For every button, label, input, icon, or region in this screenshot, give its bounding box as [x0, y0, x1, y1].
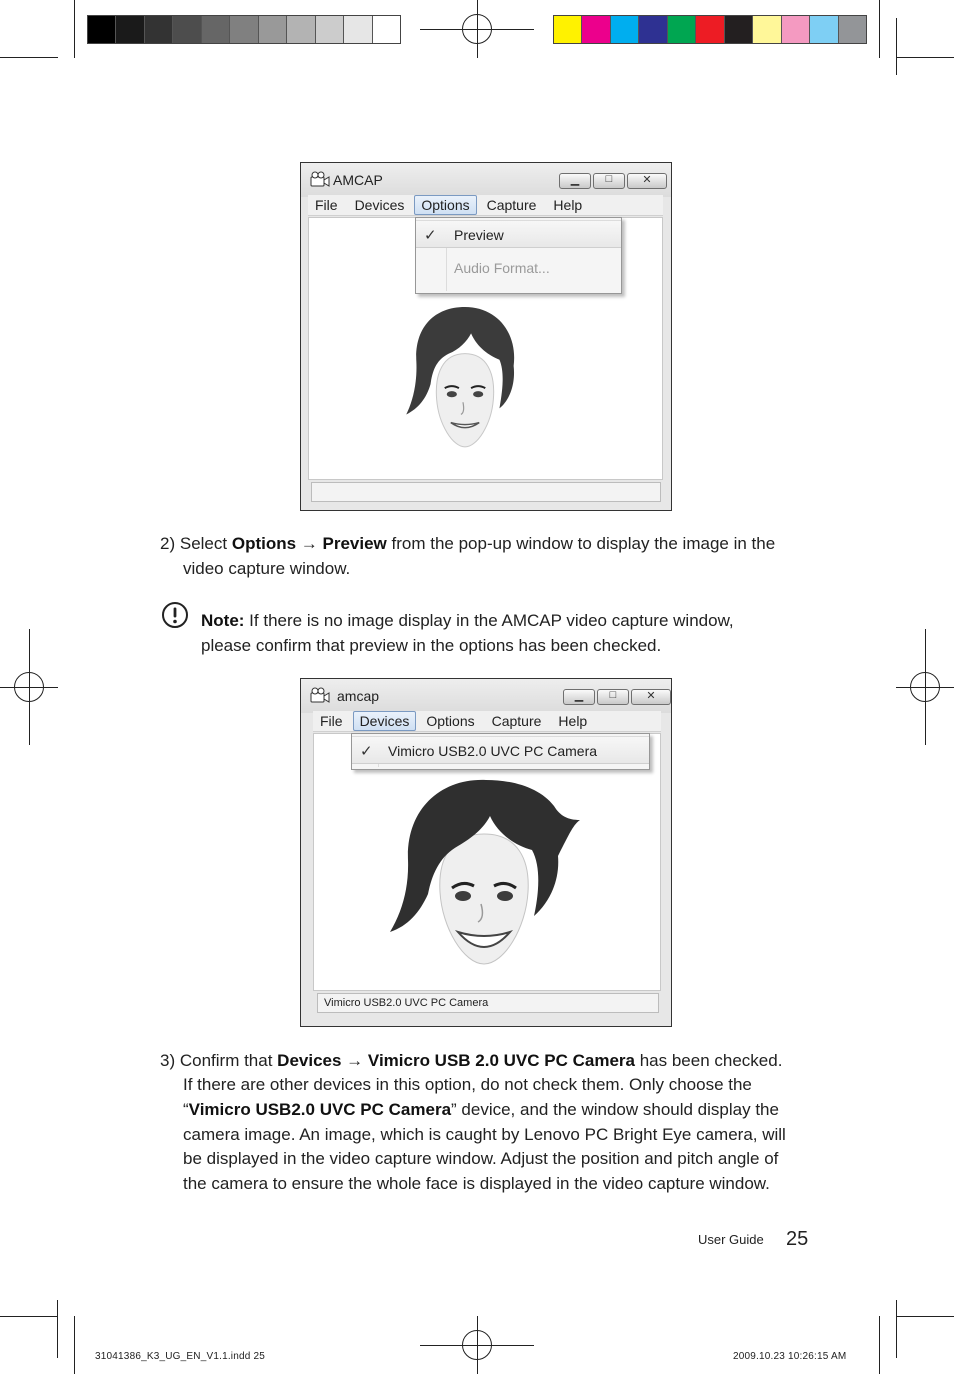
status-bar: Vimicro USB2.0 UVC PC Camera — [317, 993, 659, 1013]
step-text: Confirm that — [175, 1051, 278, 1070]
color-swatch — [753, 16, 781, 43]
amcap-screenshot-devices — [300, 678, 672, 1027]
menu-options[interactable]: Options — [426, 713, 475, 729]
maximize-button[interactable]: □ — [593, 173, 625, 189]
menu-item-audio-format[interactable] — [416, 254, 621, 282]
status-bar — [311, 482, 661, 502]
menu-capture[interactable]: Capture — [491, 713, 542, 729]
color-swatch — [839, 16, 866, 43]
camera-icon — [310, 687, 330, 705]
gray-swatch — [344, 16, 372, 43]
footer-user-guide: User Guide — [698, 1232, 764, 1247]
minimize-button[interactable]: ▁ — [559, 173, 591, 189]
step-3-line-1 — [160, 1048, 782, 1073]
note-line-2: please confirm that preview in the options has been checked. — [201, 636, 662, 655]
step-text: Select — [179, 534, 232, 553]
page-number: 25 — [786, 1228, 809, 1250]
step-3-line-3 — [183, 1097, 779, 1122]
process-color-bar — [553, 15, 867, 44]
step-2-line-2: video capture window. — [183, 559, 351, 578]
menu-name-devices: Devices — [277, 1051, 342, 1070]
color-swatch — [639, 16, 667, 43]
step-number: 2) — [160, 534, 176, 553]
video-capture-area — [313, 733, 661, 991]
window-titlebar — [301, 163, 671, 197]
slug-timestamp: 2009.10.23 10:26:15 AM — [733, 1351, 847, 1362]
note-exclamation-icon — [161, 601, 189, 629]
menu-devices[interactable]: Devices — [354, 197, 405, 213]
color-swatch — [582, 16, 610, 43]
open-quote: “ — [183, 1100, 189, 1119]
checkmark-icon: ✓ — [424, 227, 437, 244]
menu-name-options: Options — [231, 534, 297, 553]
color-swatch — [782, 16, 810, 43]
device-name: Vimicro USB2.0 UVC PC Camera — [188, 1100, 452, 1119]
step-number: 3) — [160, 1051, 176, 1070]
gray-swatch — [316, 16, 344, 43]
device-name: Vimicro USB 2.0 UVC PC Camera — [367, 1051, 635, 1070]
minimize-button[interactable]: ▁ — [563, 689, 595, 705]
window-controls — [557, 173, 667, 189]
gray-swatch — [116, 16, 144, 43]
color-swatch — [668, 16, 696, 43]
window-title: amcap — [337, 688, 380, 704]
note-text: If there is no image display in the AMCAP video capture window, — [244, 611, 734, 630]
step-3-line-4: camera image. An image, which is caught by Lenovo PC Bright Eye camera, will — [183, 1125, 786, 1144]
menu-help[interactable]: Help — [553, 197, 583, 213]
grayscale-color-bar — [87, 15, 401, 44]
menu-name-preview: Preview — [322, 534, 387, 553]
camera-icon — [310, 171, 330, 189]
color-swatch — [611, 16, 639, 43]
color-swatch — [696, 16, 724, 43]
window-titlebar — [301, 679, 671, 713]
note-line-1 — [201, 608, 734, 633]
color-swatch — [725, 16, 753, 43]
menu-item-label: Audio Format... — [454, 260, 550, 276]
maximize-button[interactable]: □ — [597, 689, 629, 705]
step-3-line-6: the camera to ensure the whole face is displayed in the video capture window. — [183, 1174, 770, 1193]
menu-file[interactable]: File — [315, 197, 338, 213]
arrow: → — [296, 534, 323, 553]
face-illustration — [384, 776, 584, 976]
gray-swatch — [373, 16, 400, 43]
menu-devices[interactable]: Devices — [353, 711, 417, 731]
menu-item-vimicro-camera[interactable] — [352, 736, 649, 764]
window-controls — [561, 689, 671, 705]
close-button[interactable]: ✕ — [627, 173, 667, 189]
color-swatch — [554, 16, 582, 43]
step-text: from the pop-up window to display the image in the — [386, 534, 776, 553]
step-text: ” device, and the window should display the — [451, 1100, 779, 1119]
menu-item-label: Preview — [454, 227, 504, 243]
gray-swatch — [88, 16, 116, 43]
slug-filename: 31041386_K3_UG_EN_V1.1.indd 25 — [95, 1351, 266, 1362]
menu-capture[interactable]: Capture — [486, 197, 537, 213]
menu-item-label: Vimicro USB2.0 UVC PC Camera — [388, 743, 598, 759]
gray-swatch — [287, 16, 315, 43]
amcap-screenshot-options — [300, 162, 672, 511]
step-3-line-2: If there are other devices in this option, do not check them. Only choose the — [183, 1075, 752, 1094]
step-2-line-1 — [160, 531, 775, 556]
menu-bar — [308, 195, 663, 216]
gray-swatch — [145, 16, 173, 43]
gray-swatch — [173, 16, 201, 43]
menu-help[interactable]: Help — [558, 713, 588, 729]
menu-item-preview[interactable] — [416, 220, 621, 248]
gray-swatch — [230, 16, 258, 43]
color-swatch — [810, 16, 838, 43]
step-text: has been checked. — [634, 1051, 783, 1070]
face-illustration — [404, 303, 526, 455]
checkmark-icon: ✓ — [360, 743, 373, 760]
menu-options[interactable]: Options — [414, 195, 476, 215]
arrow: → — [341, 1051, 368, 1070]
note-label: Note: — [201, 611, 245, 630]
devices-dropdown-menu — [351, 733, 650, 770]
step-3-line-5: be displayed in the video capture window. Adjust the position and pitch angle of — [183, 1149, 779, 1168]
gray-swatch — [259, 16, 287, 43]
options-dropdown-menu — [415, 217, 622, 294]
gray-swatch — [202, 16, 230, 43]
window-title: AMCAP — [333, 172, 383, 188]
menu-bar — [313, 711, 661, 732]
close-button[interactable]: ✕ — [631, 689, 671, 705]
menu-file[interactable]: File — [320, 713, 343, 729]
